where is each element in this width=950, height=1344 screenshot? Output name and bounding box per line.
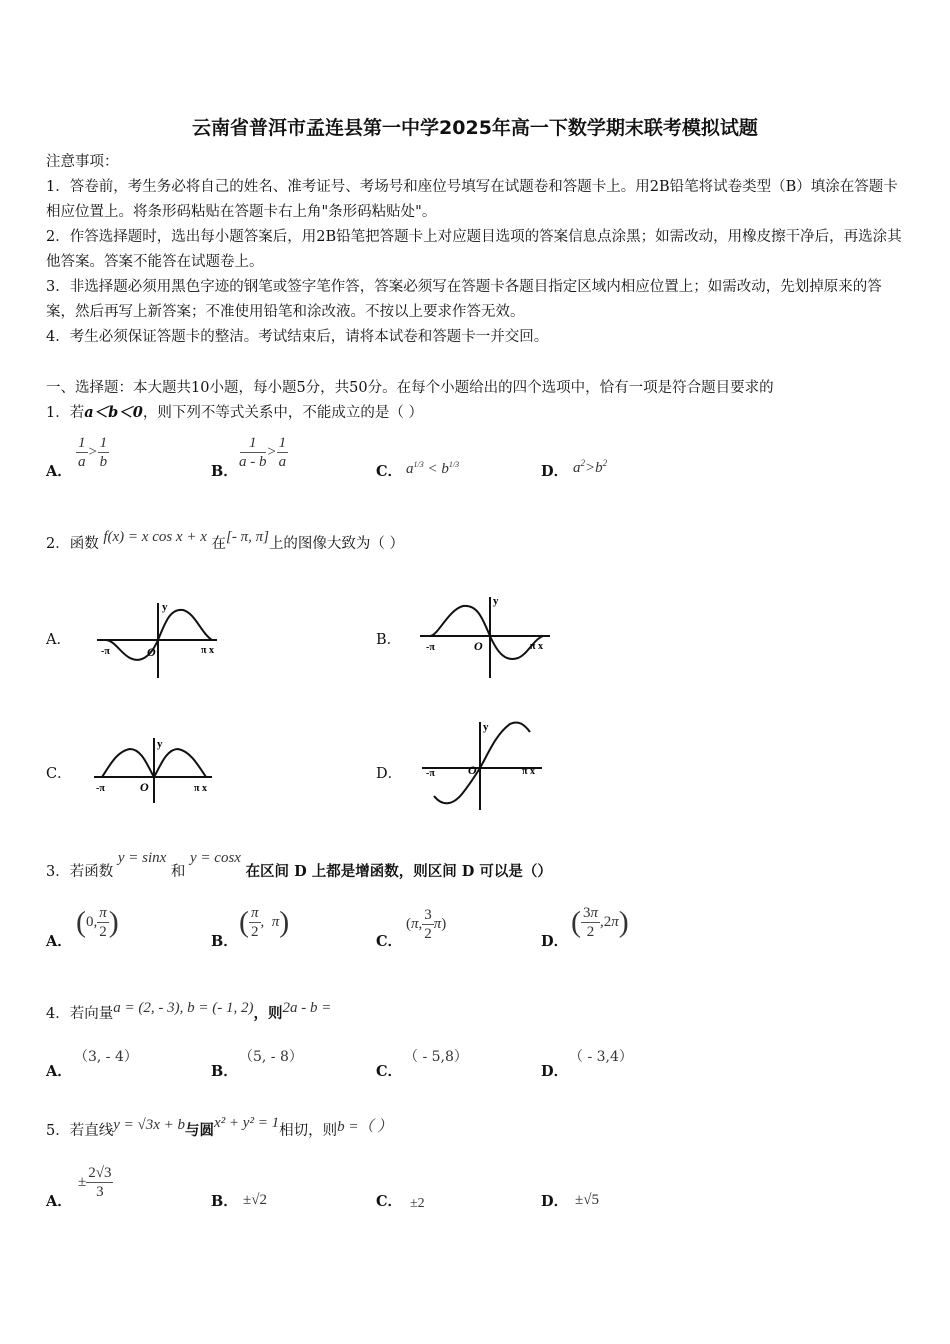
- graph-b-neg-pi: -π: [426, 642, 435, 653]
- q1-option-c-math: $a^{1/3} < b^{1/3}$: [406, 460, 460, 477]
- q4-vectors: a = (2, - 3), b = (- 1, 2): [113, 1000, 254, 1016]
- graph-a-origin: O: [147, 645, 156, 659]
- page-title: 云南省普洱市孟连县第一中学2025年高一下数学期末联考模拟试题: [192, 117, 758, 139]
- graph-a-pi: π x: [201, 645, 214, 656]
- q4-option-b[interactable]: B． （5, - 8）: [211, 1049, 303, 1080]
- q4-option-d[interactable]: D． （ - 3,4）: [541, 1049, 633, 1080]
- q2-interval: [- π, π]: [225, 529, 269, 545]
- q3-option-a[interactable]: A． (0, $\frac{\pi}{2}$ ): [46, 905, 119, 950]
- graph-d-y-label: y: [483, 721, 489, 733]
- notice-item-4: 4．考生必须保证答题卡的整洁。考试结束后，请将本试卷和答题卡一并交回。: [46, 329, 549, 345]
- q1-option-a[interactable]: A． $\frac{1}{a}$ > $\frac{1}{b}$: [46, 435, 108, 480]
- notice-block: [46, 150, 908, 350]
- q3-option-c-math: (π, $\frac{3}{2}$ π): [406, 907, 447, 942]
- q1-condition: a＜b＜0: [84, 404, 143, 421]
- q1-option-a-math: $\frac{1}{a}$ > $\frac{1}{b}$: [78, 435, 108, 470]
- question-2-stem: 2．函数 f(x) = x cos x + x 在[- π, π]上的图像大致为（ ）: [46, 529, 405, 552]
- q2-graph-d: [420, 718, 550, 813]
- graph-d-origin: O: [468, 763, 477, 777]
- q2-graph-c: [92, 735, 222, 805]
- graph-a-neg-pi: -π: [101, 646, 110, 657]
- q5-option-c-math: ±2: [410, 1196, 425, 1211]
- graph-d-neg-pi: -π: [426, 768, 435, 779]
- q2-option-b-label[interactable]: B．: [376, 632, 402, 648]
- notice-item-2: 2．作答选择题时，选出每小题答案后，用2B铅笔把答题卡上对应题目选项的答案信息点涂黑；如需改动，用橡皮擦干净后，再选涂其他答案。答案不能答在试题卷上。: [46, 229, 902, 270]
- q5-option-a[interactable]: A． ± $\frac{2√3}{3}$: [46, 1165, 112, 1210]
- q3-option-d[interactable]: D． ( $\frac{3\pi}{2}$ ,2π): [541, 905, 629, 950]
- section-heading: 一、选择题：本大题共10小题，每小题5分，共50分。在每个小题给出的四个选项中，恰有一项是符合题目要求的: [46, 380, 774, 396]
- graph-c-origin: O: [140, 780, 149, 794]
- graph-b-y-label: y: [493, 595, 499, 607]
- graph-c-neg-pi: -π: [96, 783, 105, 794]
- graph-b-pi: π x: [530, 641, 543, 652]
- q5-option-d-math: ±√5: [575, 1192, 599, 1208]
- question-5-stem: 5．若直线y = √3x + b与圆x² + y² = 1相切，则b =（ ）: [46, 1115, 393, 1139]
- q2-graph-a: [95, 598, 230, 680]
- q3-option-a-math: (0, $\frac{\pi}{2}$ ): [76, 905, 119, 940]
- q2-option-a-label[interactable]: A．: [46, 632, 71, 648]
- q1-option-d-math: $a^2>b^2$: [573, 458, 608, 476]
- notice-heading: 注意事项：: [46, 154, 119, 170]
- notice-item-3: 3．非选择题必须用黑色字迹的钢笔或签字笔作答，答案必须写在答题卡各题目指定区域内相应位置上；如需改动，先划掉原来的答案，然后再写上新答案；不准使用铅笔和涂改液。不按以上要求作答无效。: [46, 279, 882, 320]
- graph-d-pi: π x: [522, 766, 535, 777]
- question-4-stem: 4．若向量a = (2, - 3), b = (- 1, 2)，则2a - b =: [46, 1000, 332, 1022]
- q5-option-c[interactable]: C． ±2: [376, 1193, 425, 1211]
- q5-option-d[interactable]: D． ±√5: [541, 1192, 599, 1210]
- q3-option-c[interactable]: C． (π, $\frac{3}{2}$ π): [376, 907, 447, 950]
- q5-line: y = √3x + b: [113, 1117, 186, 1133]
- graph-c-y-label: y: [157, 738, 163, 750]
- q2-option-d-label[interactable]: D．: [376, 766, 403, 782]
- q3-option-b-math: ( $\frac{\pi}{2}$ , π): [239, 905, 290, 940]
- q5-option-a-math: ± $\frac{2√3}{3}$: [78, 1165, 112, 1200]
- q5-option-b-math: ±√2: [243, 1192, 267, 1208]
- q3-sin: y = sinx: [117, 850, 167, 866]
- q3-option-b[interactable]: B． ( $\frac{\pi}{2}$ , π): [211, 905, 290, 950]
- notice-item-1: 1．答卷前，考生务必将自己的姓名、准考证号、考场号和座位号填写在试题卷和答题卡上。用2B铅笔将试卷类型（B）填涂在答题卡相应位置上。将条形码粘贴在答题卡右上角"条形码粘贴处"。: [46, 179, 898, 220]
- graph-a-y-label: y: [162, 601, 168, 613]
- question-1-stem: 1．若a＜b＜0，则下列不等式关系中，不能成立的是（ ）: [46, 404, 423, 421]
- q4-option-a[interactable]: A． （3, - 4）: [46, 1049, 138, 1080]
- q5-option-b[interactable]: B． ±√2: [211, 1192, 267, 1210]
- question-3-stem: 3．若函数 y = sinx 和 y = cosx 在区间 D 上都是增函数，则区间 D 可以是（）: [46, 850, 552, 880]
- q3-cos: y = cosx: [190, 850, 241, 866]
- q4-expression: 2a - b =: [282, 1000, 332, 1016]
- q1-option-b-math: $\frac{1}{a - b}$ > $\frac{1}{a}$: [239, 435, 287, 470]
- q1-option-b[interactable]: B． $\frac{1}{a - b}$ > $\frac{1}{a}$: [211, 435, 287, 480]
- q1-option-d[interactable]: D． $a^2>b^2$: [541, 458, 608, 480]
- q5-circle: x² + y² = 1: [214, 1115, 280, 1131]
- q1-option-c[interactable]: C． $a^{1/3} < b^{1/3}$: [376, 460, 460, 480]
- graph-c-pi: π x: [194, 783, 207, 794]
- q2-graph-b: [418, 592, 558, 680]
- q3-option-d-math: ( $\frac{3\pi}{2}$ ,2π): [571, 905, 629, 940]
- q2-option-c-label[interactable]: C．: [46, 766, 72, 782]
- q5-b: b =（ ）: [337, 1119, 393, 1135]
- q2-function: f(x) = x cos x + x: [103, 529, 207, 545]
- graph-b-origin: O: [474, 639, 483, 653]
- q4-option-c[interactable]: C． （ - 5,8）: [376, 1049, 468, 1080]
